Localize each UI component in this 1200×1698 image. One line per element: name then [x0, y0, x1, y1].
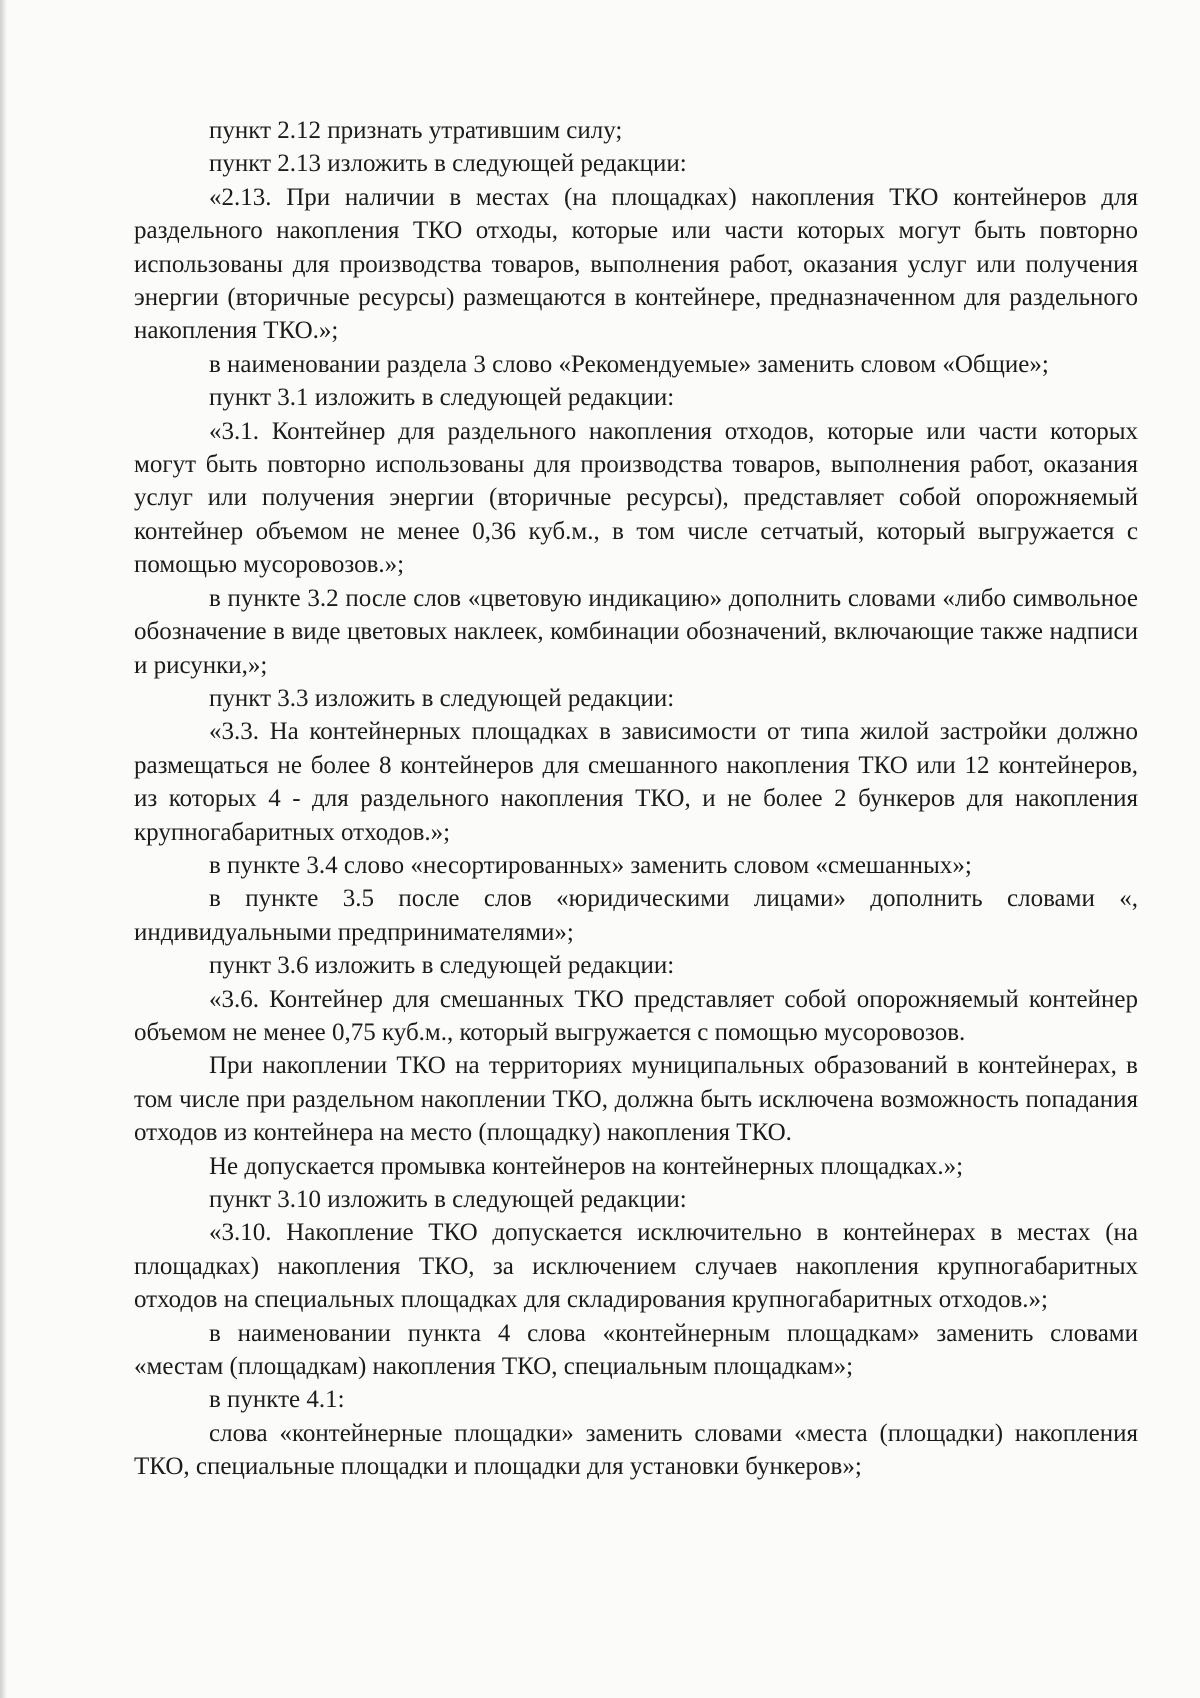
paragraph-clause-3-3-intro: пункт 3.3 изложить в следующей редакции:: [209, 684, 675, 712]
paragraph-clause-3-6-text: «3.6. Контейнер для смешанных ТКО представляет собой опорожняемый контейнер объемом не менее 0,75 куб.м., который выгружается с помощью мусоровозов.: [134, 985, 1138, 1046]
paragraph-clause-3-2: в пункте 3.2 после слов «цветовую индикацию» дополнить словами «либо символьное обозначение в виде цветовых наклеек, комбинации обозначений, включающие также надписи и рисунки,»;: [134, 584, 1138, 679]
paragraph-clause-3-3-text: «3.3. На контейнерных площадках в зависимости от типа жилой застройки должно размещаться не более 8 контейнеров для смешанного накопления ТКО или 12 контейнеров, из которых 4 - для раздельного накопления ТКО, и не более 2 бункеров для накопления крупногабаритных отходов.»;: [134, 718, 1138, 846]
paragraph-clause-3-10-text: «3.10. Накопление ТКО допускается исключительно в контейнерах в местах (на площадках) накопления ТКО, за исключением случаев накопления крупногабаритных отходов на специальных площадках для складирования крупногабаритных отходов.»;: [134, 1219, 1138, 1314]
paragraph-clause-2-13-intro: пункт 2.13 изложить в следующей редакции:: [209, 150, 687, 178]
paragraph-clause-3-1-text: «3.1. Контейнер для раздельного накопления отходов, которые или части которых могут быть повторно использованы для производства товаров, выполнения работ, оказания услуг или получения энергии (вторичные ресурсы), представляет собой опорожняемый контейнер объемом не менее 0,36 куб.м., в том числе сетчатый, который выгружается с помощью мусоровозов.»;: [134, 417, 1138, 579]
paragraph-clause-3-6-intro: пункт 3.6 изложить в следующей редакции:: [209, 952, 675, 980]
paragraph-clause-3-10-intro: пункт 3.10 изложить в следующей редакции:: [209, 1186, 687, 1213]
scan-edge: [0, 0, 7, 1698]
paragraph-clause-4-1-text: слова «контейнерные площадки» заменить словами «места (площадки) накопления ТКО, специальные площадки и площадки для установки бункеров»;: [134, 1419, 1138, 1481]
paragraph-clause-2-13-text: «2.13. При наличии в местах (на площадках) накопления ТКО контейнеров для раздельного накопления ТКО отходы, которые или части которых могут быть повторно использованы для производства товаров, выполнения работ, оказания услуг или получения энергии (вторичные ресурсы) размещаются в контейнере, предназначенном для раздельного накопления ТКО.»;: [134, 183, 1138, 345]
paragraph-clause-3-1-intro: пункт 3.1 изложить в следующей редакции:: [209, 384, 675, 412]
paragraph-clause-3-4: в пункте 3.4 слово «несортированных» заменить словом «смешанных»;: [209, 851, 972, 879]
paragraph-section-3-title: в наименовании раздела 3 слово «Рекомендуемые» заменить словом «Общие»;: [209, 350, 1049, 378]
paragraph-clause-3-5: в пункте 3.5 после слов «юридическими лицами» дополнить словами «, индивидуальными предпринимателями»;: [134, 885, 1138, 946]
paragraph-clause-3-6-accumulation: При накоплении ТКО на территориях муниципальных образований в контейнерах, в том числе при раздельном накоплении ТКО, должна быть исключена возможность попадания отходов из контейнера на место (площадку) накопления ТКО.: [134, 1052, 1138, 1147]
paragraph-clause-4-title: в наименовании пункта 4 слова «контейнерным площадкам» заменить словами «местам (площадкам) накопления ТКО, специальным площадкам»;: [134, 1319, 1138, 1381]
paragraph-clause-4-1-intro: в пункте 4.1:: [209, 1386, 345, 1414]
paragraph-clause-2-12-repeal: пункт 2.12 признать утратившим силу;: [209, 117, 623, 144]
paragraph-clause-3-6-washing: Не допускается промывка контейнеров на контейнерных площадках.»;: [209, 1152, 964, 1180]
document-body: [134, 114, 1138, 1484]
